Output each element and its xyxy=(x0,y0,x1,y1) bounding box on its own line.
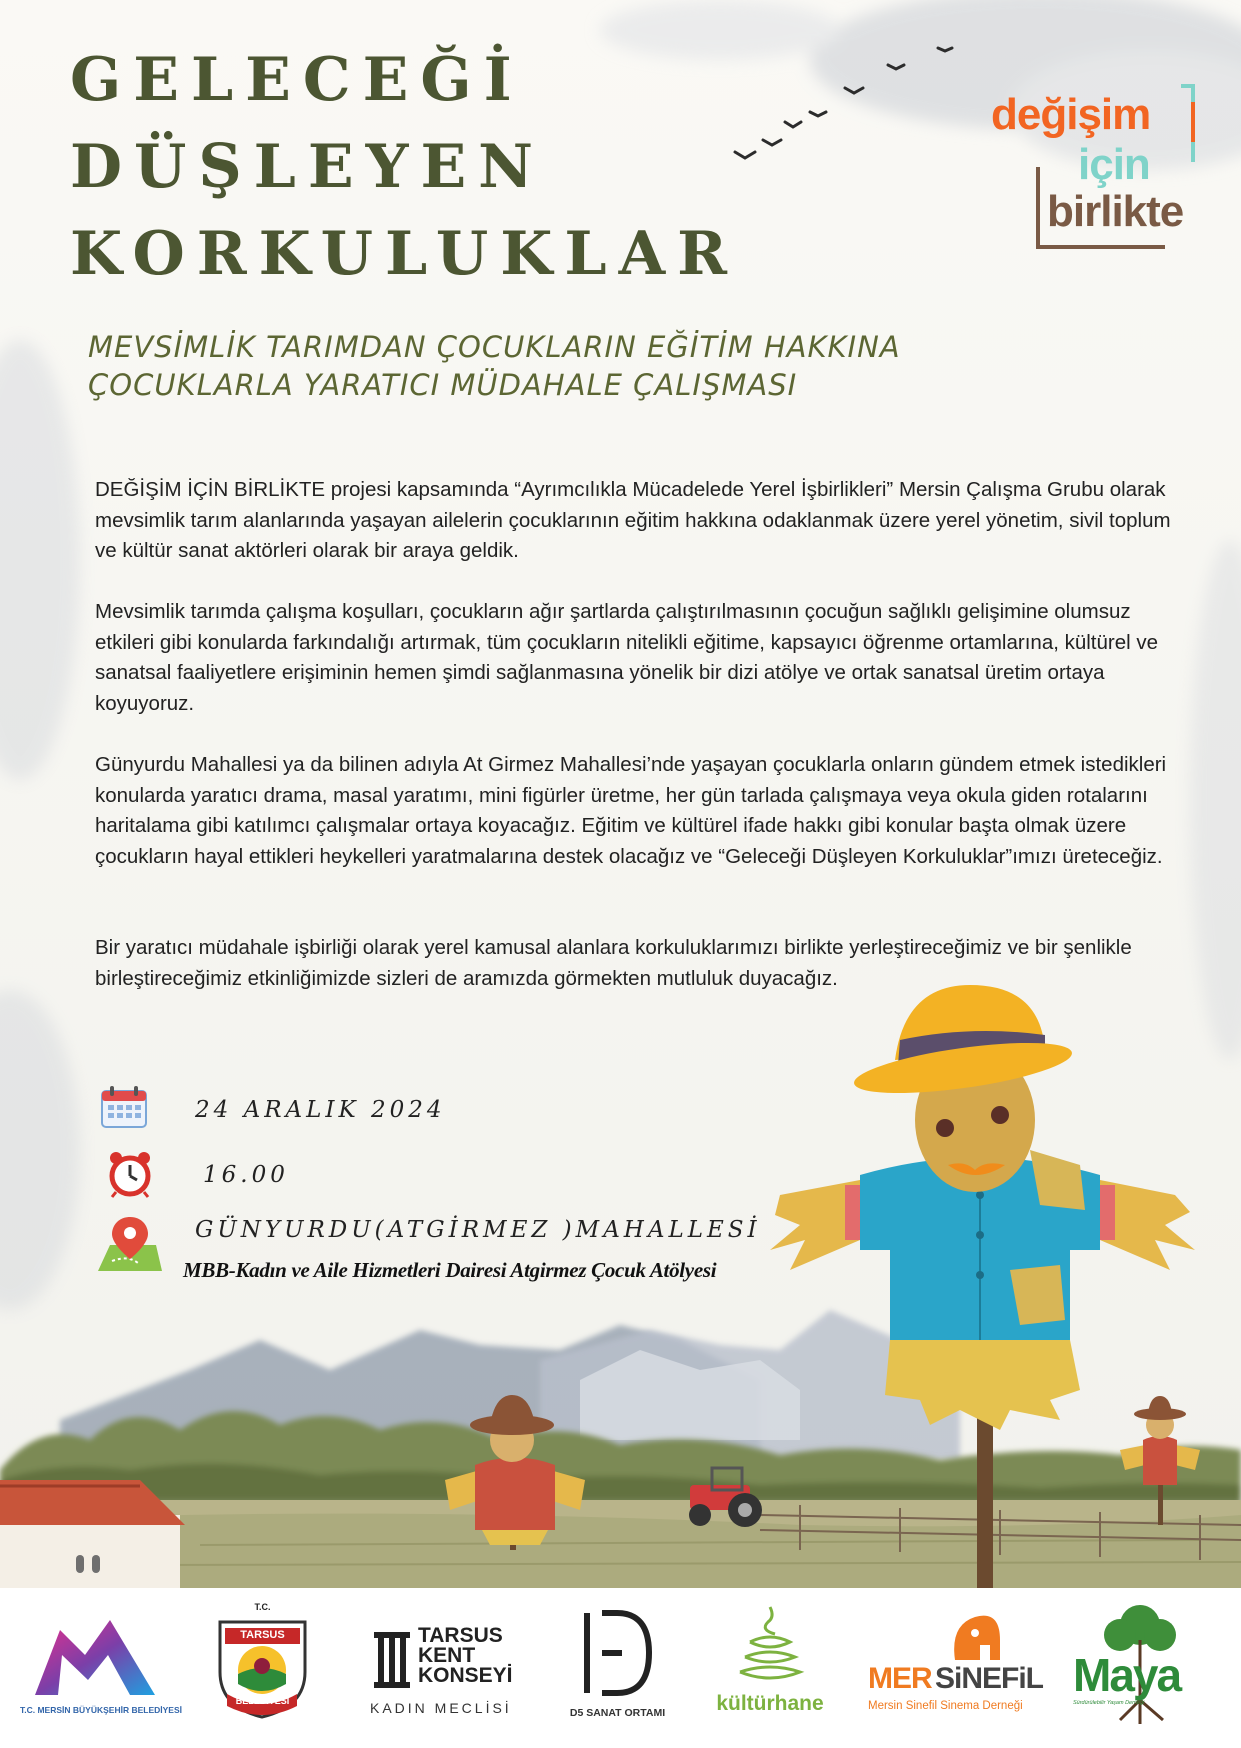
mersinefil-logo xyxy=(860,1600,1044,1725)
kulturhane-logo-text: kültürhane xyxy=(716,1692,824,1715)
kent-logo-line-2: KENT xyxy=(418,1644,476,1667)
subtitle-line-2: ÇOCUKLARLA YARATICI MÜDAHALE ÇALIŞMASI xyxy=(88,368,798,402)
maya-logo-sub: Sürdürülebilir Yaşam Derneği xyxy=(1073,1700,1145,1706)
brand-word-birlikte: birlikte xyxy=(1047,187,1184,236)
title-line-2: DÜŞLEYEN xyxy=(70,132,546,202)
mersinefil-logo-rest: SiNEFiL xyxy=(935,1662,1044,1695)
kent-logo-line-1: TARSUS xyxy=(418,1624,503,1647)
title-line-3: KORKULUKLAR xyxy=(70,219,739,289)
brand-word-degisim: değişim xyxy=(991,90,1151,139)
tarsus-logo-tc: T.C. xyxy=(254,1602,271,1612)
mersin-logo-text: T.C. MERSİN BÜYÜKŞEHİR BELEDİYESİ xyxy=(20,1705,182,1715)
alarm-clock-icon xyxy=(106,1150,154,1198)
kent-logo-line-3: KONSEYİ xyxy=(418,1664,513,1687)
mersinefil-logo-sub: Mersin Sinefil Sinema Derneği xyxy=(868,1700,1023,1712)
map-pin-icon xyxy=(98,1215,162,1273)
d5-sanat-ortami-logo xyxy=(555,1600,680,1725)
d5-logo-text: D5 SANAT ORTAMI xyxy=(569,1707,666,1719)
body-paragraph-3: Günyurdu Mahallesi ya da bilinen adıyla At Girmez Mahallesi’nde yaşayan çocuklarla onların gündem etmek istedikleri konularda yaratıcı drama, masal yaratımı, mini figürler üretme, her gün tarlada çalışmaya veya okula giden rotalarını haritalama gibi katılımcı çalışmalar ortaya koyacağız. Eğitim ve kültürel ifade hakkı gibi konular başta olmak üzere çocukların hayal ettikleri heykelleri yaratmalarına destek olacağız ve “Geleceği Düşleyen Korkuluklar”ımızı üreteceğiz. xyxy=(95,753,1167,868)
calendar-icon xyxy=(100,1085,148,1129)
tarsus-belediyesi-logo xyxy=(210,1600,315,1725)
title-line-1: GELECEĞİ xyxy=(70,45,524,115)
event-place: GÜNYURDU(ATGİRMEZ )MAHALLESİ xyxy=(195,1217,761,1243)
maya-logo xyxy=(1065,1600,1215,1725)
body-paragraph-2: Mevsimlik tarımda çalışma koşulları, çocukların ağır şartlarda çalıştırılmasının çocuğun sağlıklı gelişimine olumsuz etkileri gibi konularda farkındalığı artırmak, tüm çocukların nitelikli eğitime, kapsayıcı öğrenme ortamlarına, kültürel ve sanatsal faaliyetlere erişiminin hemen şimdi sağlanmasına yönelik bir dizi atölye ve ortak sanatsal üretim ortaya koyuyoruz. xyxy=(95,600,1159,715)
mersin-buyuksehir-logo xyxy=(20,1600,182,1725)
brand-word-icin: için xyxy=(1078,140,1150,189)
tarsus-logo-bottom: BELEDİYESİ xyxy=(235,1696,290,1706)
maya-logo-text: Maya xyxy=(1073,1649,1181,1701)
body-paragraph-1: DEĞİŞİM İÇİN BİRLİKTE projesi kapsamında “Ayrımcılıkla Mücadelede Yerel İşbirlikleri” Mersin Çalışma Grubu olarak mevsimlik tarım alanlarında yaşayan ailelerin çocuklarının eğitim hakkına odaklanmak üzere yerel yönetim, sivil toplum ve kültür sanat aktörleri olarak bir araya geldik. xyxy=(95,478,1171,562)
event-date: 24 ARALIK 2024 xyxy=(195,1097,446,1123)
tarsus-logo-name: TARSUS xyxy=(240,1629,285,1641)
degisim-icin-birlikte-logo xyxy=(985,82,1205,252)
kent-logo-sub: KADIN MECLİSİ xyxy=(370,1700,512,1716)
mersinefil-logo-mer: MER xyxy=(868,1662,932,1695)
subtitle-line-1: MEVSİMLİK TARIMDAN ÇOCUKLARIN EĞİTİM HAKKINA xyxy=(88,330,901,364)
event-venue: MBB-Kadın ve Aile Hizmetleri Dairesi Atgirmez Çocuk Atölyesi xyxy=(183,1258,717,1282)
body-paragraph-4: Bir yaratıcı müdahale işbirliği olarak yerel kamusal alanlara korkuluklarımızı birlikte yerleştireceğimiz ve bir şenlikle birleştireceğimiz etkinliğimizde sizleri de aramızda görmekten mutluluk duyacağız. xyxy=(95,936,1132,990)
event-time: 16.00 xyxy=(203,1162,289,1188)
tarsus-kent-konseyi-logo xyxy=(365,1600,540,1725)
kulturhane-logo xyxy=(700,1600,840,1725)
